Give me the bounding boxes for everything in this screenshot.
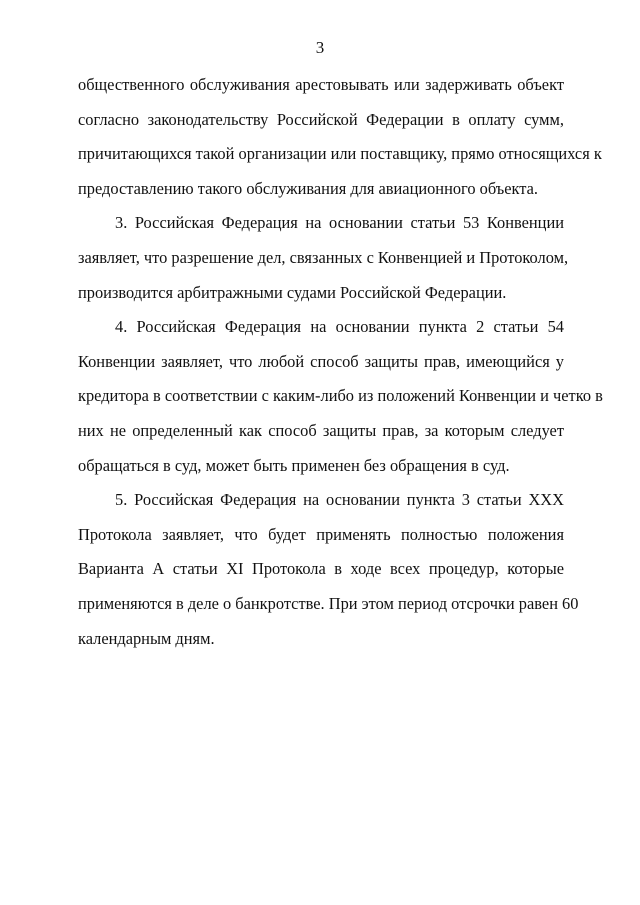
text-line: причитающихся такой организации или поставщику, прямо относящихся к — [78, 144, 602, 164]
text-line: 3. Российская Федерация на основании статьи 53 Конвенции — [115, 213, 564, 233]
text-line: предоставлению такого обслуживания для авиационного объекта. — [78, 178, 539, 198]
text-line: заявляет, что разрешение дел, связанных с Конвенцией и Протоколом, — [78, 247, 569, 267]
paragraph-continuation — [78, 68, 602, 206]
page-number: 3 — [315, 38, 325, 57]
paragraph-item-5 — [78, 483, 579, 656]
text-line: применяются в деле о банкротстве. При этом период отсрочки равен 60 — [78, 593, 579, 613]
document-body — [78, 68, 603, 656]
paragraph-item-4 — [78, 310, 603, 483]
text-line: календарным дням. — [78, 628, 215, 648]
paragraph-item-3 — [78, 206, 569, 310]
text-line: 4. Российская Федерация на основании пункта 2 статьи 54 — [115, 317, 564, 337]
text-line: кредитора в соответствии с каким-либо из положений Конвенции и четко в — [78, 386, 603, 406]
text-line: обращаться в суд, может быть применен без обращения в суд. — [78, 455, 510, 475]
text-line: производится арбитражными судами Российской Федерации. — [78, 282, 507, 302]
text-line: Протокола заявляет, что будет применять полностью положения — [78, 524, 564, 544]
text-line: Варианта А статьи XI Протокола в ходе всех процедур, которые — [78, 559, 564, 579]
text-line: согласно законодательству Российской Федерации в оплату сумм, — [78, 109, 564, 129]
text-line: общественного обслуживания арестовывать или задерживать объект — [78, 75, 564, 94]
text-line: 5. Российская Федерация на основании пункта 3 статьи XXX — [115, 490, 564, 510]
text-line: Конвенции заявляет, что любой способ защиты прав, имеющийся у — [78, 351, 564, 371]
text-line: них не определенный как способ защиты прав, за которым следует — [78, 420, 564, 440]
